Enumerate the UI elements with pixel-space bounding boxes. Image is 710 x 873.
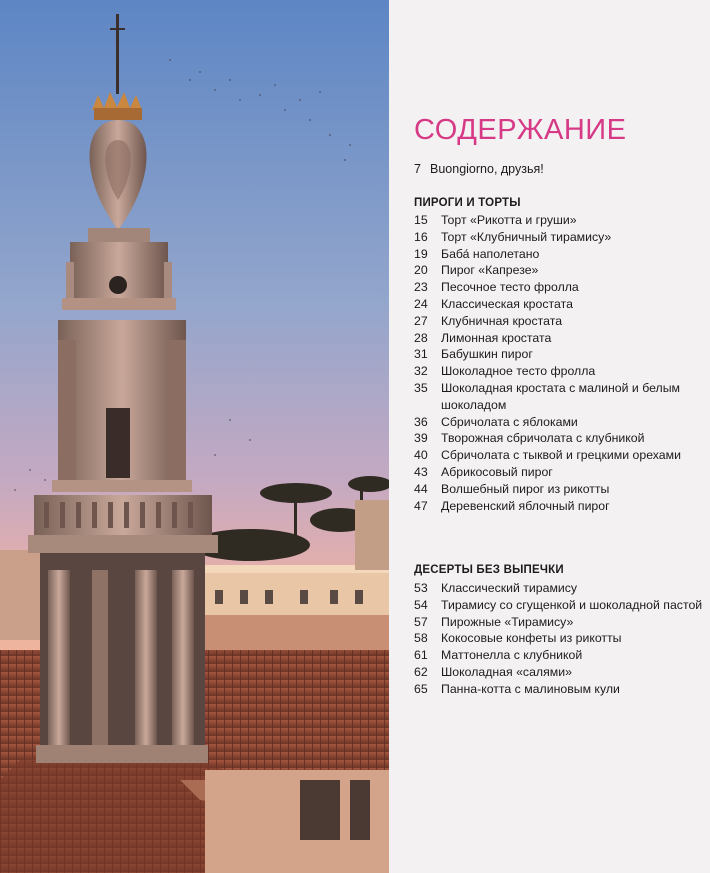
toc-entry-title: Лимонная кростата (441, 330, 552, 345)
toc-entry-page: 27 (414, 313, 428, 328)
toc-entry-page: 65 (414, 681, 428, 696)
toc-entry (414, 597, 704, 614)
toc-entry-title: Buongiorno, друзья! (430, 162, 544, 176)
toc-entry-title: Абрикосовый пирог (441, 464, 553, 479)
toc-entry (414, 481, 704, 498)
toc-entry-page: 35 (414, 380, 428, 395)
section-entries-no-bake (414, 580, 704, 698)
toc-entry-page: 23 (414, 280, 428, 295)
toc-entry (414, 447, 704, 464)
toc-entry-page: 47 (414, 498, 428, 513)
toc-entry (414, 380, 704, 414)
toc-entry-title: Пирожные «Тирамису» (441, 614, 574, 629)
toc-entry (414, 430, 704, 447)
toc-entry-page: 15 (414, 213, 428, 227)
toc-entry-title: Кокосовые конфеты из рикотты (441, 631, 622, 646)
toc-entry-title: Творожная сбричолата с клубникой (441, 431, 645, 446)
toc-entry (414, 262, 704, 279)
toc-entry (414, 229, 704, 246)
toc-entry-page: 24 (414, 296, 428, 311)
toc-entry-title: Волшебный пирог из рикотты (441, 481, 610, 496)
section-heading-no-bake: ДЕСЕРТЫ БЕЗ ВЫПЕЧКИ (414, 564, 564, 576)
toc-entry (414, 664, 704, 681)
toc-entry (414, 580, 704, 597)
toc-entry-title: Шоколадная «салями» (441, 664, 572, 679)
toc-entry (414, 346, 704, 363)
section-entries-pies (414, 212, 704, 514)
toc-entry-title: Баба́ наполетано (441, 246, 540, 261)
toc-entry-title: Тирамису со сгущенкой и шоколадной пастой (441, 597, 703, 612)
toc-entry-page: 28 (414, 330, 428, 345)
section-heading-pies: ПИРОГИ И ТОРТЫ (414, 197, 521, 209)
toc-entry-title: Панна-котта с малиновым кули (441, 681, 620, 696)
toc-entry (414, 313, 704, 330)
toc-entry (414, 246, 704, 263)
toc-entry-page: 57 (414, 614, 428, 629)
toc-entry-page: 20 (414, 263, 428, 278)
toc-entry-page: 40 (414, 448, 428, 463)
toc-intro-entry (414, 162, 544, 176)
toc-entry-page: 54 (414, 597, 428, 612)
toc-entry-page: 58 (414, 631, 428, 646)
toc-entry-title: Шоколадное тесто фролла (441, 364, 596, 379)
toc-entry-page: 19 (414, 246, 428, 261)
toc-entry (414, 279, 704, 296)
toc-entry-page: 32 (414, 364, 428, 379)
toc-entry-title: Деревенский яблочный пирог (441, 498, 610, 513)
toc-entry-title: Песочное тесто фролла (441, 280, 579, 295)
toc-entry (414, 614, 704, 631)
toc-entry-page: 61 (414, 648, 428, 663)
toc-entry-title: Бабушкин пирог (441, 347, 533, 362)
toc-entry-title: Маттонелла с клубникой (441, 648, 583, 663)
toc-entry-title: Пирог «Капрезе» (441, 263, 539, 278)
toc-entry-page: 7 (414, 162, 421, 176)
toc-entry (414, 630, 704, 647)
toc-entry-title: Шоколадная кростата с малиной и белым шоколадом (441, 380, 681, 412)
toc-entry-page: 43 (414, 464, 428, 479)
toc-entry (414, 498, 704, 515)
toc-entry-title: Клубничная кростата (441, 313, 563, 328)
toc-entry (414, 296, 704, 313)
toc-entry-page: 53 (414, 581, 428, 595)
toc-entry-page: 16 (414, 229, 428, 244)
toc-entry-page: 44 (414, 481, 428, 496)
toc-entry-title: Классический тирамису (441, 581, 578, 595)
toc-entry (414, 647, 704, 664)
toc-entry (414, 414, 704, 431)
toc-entry-title: Торт «Рикотта и груши» (441, 213, 577, 227)
toc-entry-title: Классическая кростата (441, 296, 573, 311)
toc-entry (414, 363, 704, 380)
toc-entry (414, 330, 704, 347)
toc-entry (414, 464, 704, 481)
toc-entry-title: Сбричолата с яблоками (441, 414, 578, 429)
toc-entry-page: 31 (414, 347, 428, 362)
toc-entry-title: Сбричолата с тыквой и грецкими орехами (441, 448, 681, 463)
toc-title: СОДЕРЖАНИЕ (414, 114, 627, 146)
toc-entry (414, 212, 704, 229)
toc-entry (414, 681, 704, 698)
toc-entry-page: 39 (414, 431, 428, 446)
table-of-contents (389, 0, 710, 873)
toc-entry-title: Торт «Клубничный тирамису» (441, 229, 612, 244)
toc-entry-page: 36 (414, 414, 428, 429)
toc-entry-page: 62 (414, 664, 428, 679)
